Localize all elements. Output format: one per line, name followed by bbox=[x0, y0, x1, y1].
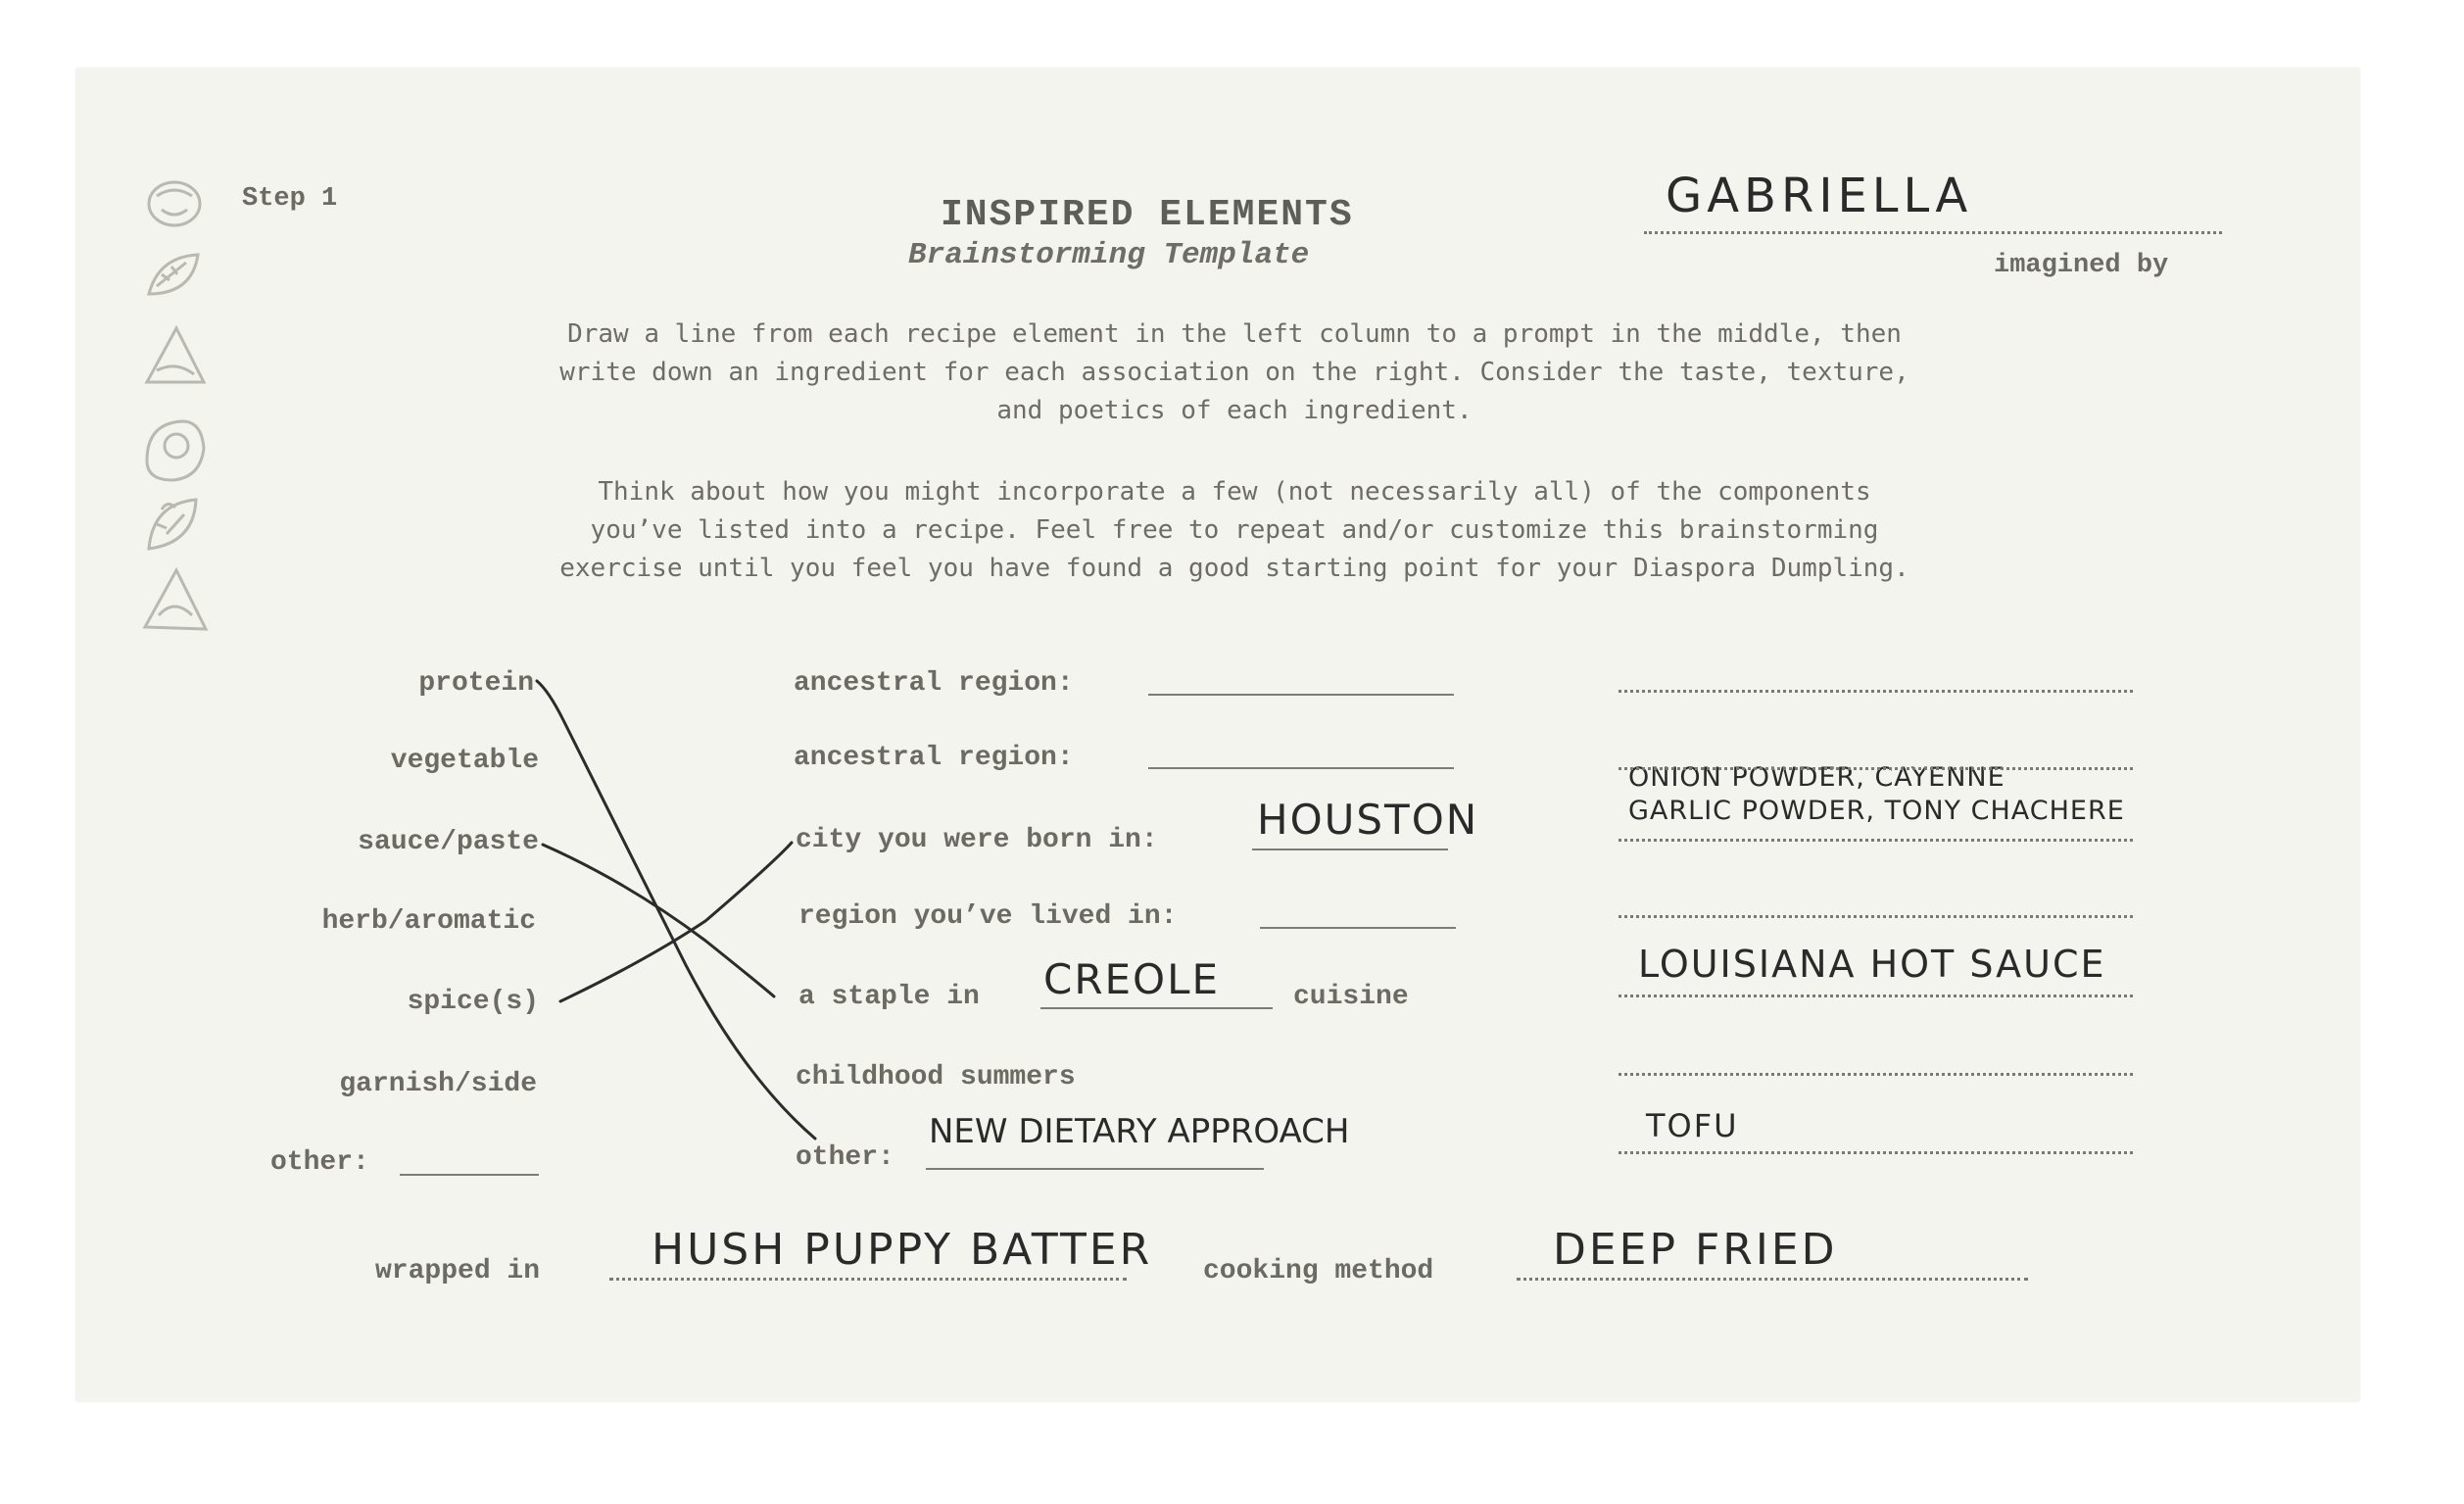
prompt-region-lived: region you’ve lived in: bbox=[798, 901, 1178, 932]
prompt-ancestral-region-1: ancestral region: bbox=[794, 668, 1074, 699]
instruction-line: Think about how you might incorporate a few (not necessarily all) of the components bbox=[598, 477, 1871, 507]
instruction-line: and poetics of each ingredient. bbox=[996, 396, 1473, 425]
element-herb-aromatic: herb/aromatic bbox=[321, 906, 536, 937]
line-spices-to-city bbox=[560, 843, 792, 1001]
imagined-by-label: imagined by bbox=[1994, 251, 2169, 280]
element-other: other: bbox=[270, 1147, 369, 1178]
instruction-line: Draw a line from each recipe element in the left column to a prompt in the middle, then bbox=[567, 319, 1902, 349]
prompt-other-answer[interactable]: NEW DIETARY APPROACH bbox=[929, 1112, 1350, 1151]
wrapped-in-label: wrapped in bbox=[375, 1256, 541, 1286]
prompt-other: other: bbox=[796, 1142, 894, 1173]
element-vegetable: vegetable bbox=[390, 746, 539, 776]
page-subtitle: Brainstorming Template bbox=[908, 238, 1310, 272]
wrapped-in-value[interactable]: HUSH PUPPY BATTER bbox=[652, 1225, 1153, 1275]
page-title: INSPIRED ELEMENTS bbox=[941, 194, 1354, 236]
author-name[interactable]: GABRIELLA bbox=[1666, 169, 1973, 223]
line-protein-to-other bbox=[537, 681, 815, 1139]
ingredient-2-line-2[interactable]: GARLIC POWDER, TONY CHACHERE bbox=[1628, 796, 2125, 826]
prompt-ancestral-region-2: ancestral region: bbox=[794, 743, 1074, 773]
element-garnish-side: garnish/side bbox=[339, 1069, 537, 1099]
step-label: Step 1 bbox=[242, 184, 338, 214]
prompt-childhood-summers: childhood summers bbox=[796, 1062, 1076, 1092]
instruction-line: exercise until you feel you have found a good starting point for your Diaspora Dumpling. bbox=[559, 554, 1909, 583]
prompt-city-born: city you were born in: bbox=[796, 825, 1158, 855]
prompt-staple-pre: a staple in bbox=[798, 982, 980, 1012]
prompt-staple-post: cuisine bbox=[1293, 982, 1409, 1012]
line-sauce-to-staple bbox=[543, 845, 774, 996]
prompt-staple-answer[interactable]: CREOLE bbox=[1043, 955, 1221, 1003]
cooking-method-label: cooking method bbox=[1203, 1256, 1434, 1286]
element-protein: protein bbox=[418, 668, 534, 699]
ingredient-2-line-1[interactable]: ONION POWDER, CAYENNE bbox=[1628, 762, 2005, 793]
ingredient-5[interactable]: LOUISIANA HOT SAUCE bbox=[1638, 943, 2106, 986]
cooking-method-value[interactable]: DEEP FRIED bbox=[1553, 1225, 1838, 1275]
instruction-line: you’ve listed into a recipe. Feel free to repeat and/or customize this brainstorming bbox=[590, 515, 1879, 545]
prompt-city-born-answer[interactable]: HOUSTON bbox=[1257, 796, 1479, 844]
element-sauce-paste: sauce/paste bbox=[358, 827, 539, 857]
ingredient-7[interactable]: TOFU bbox=[1646, 1107, 1739, 1144]
instruction-line: write down an ingredient for each association on the right. Consider the taste, texture, bbox=[559, 358, 1909, 387]
element-spices: spice(s) bbox=[407, 987, 539, 1017]
